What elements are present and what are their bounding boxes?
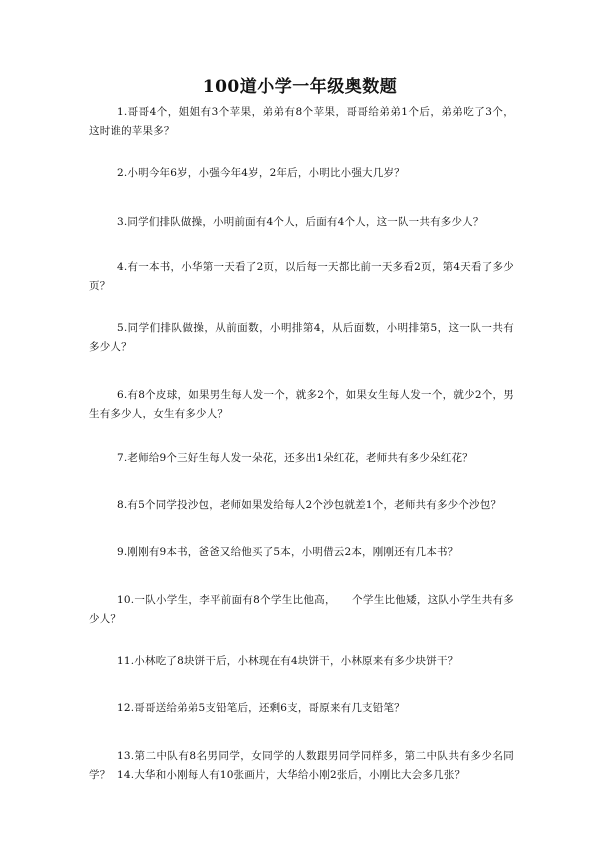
- question-6: 6.有8个皮球，如果男生每人发一个，就多2个，如果女生每人发一个，就少2个，男生有多少人，女生有多少人？: [89, 389, 514, 420]
- question-12: 12.哥哥送给弟弟5支铅笔后，还剩6支，哥原来有几支铅笔？: [117, 702, 405, 714]
- question-2: 2.小明今年6岁，小强今年4岁，2年后，小明比小强大几岁？: [117, 167, 405, 179]
- question-3: 3.同学们排队做操，小明前面有4个人，后面有4个人，这一队一共有多少人？: [117, 216, 484, 228]
- question-10: 10.一队小学生，李平前面有8个学生比他高， 个学生比他矮，这队小学生共有多少人？: [89, 594, 514, 625]
- question-4: 4.有一本书，小华第一天看了2页，以后每一天都比前一天多看2页，第4天看了多少页？: [89, 261, 514, 292]
- question-13: 13.第二中队有8名男同学，女同学的人数跟男同学同样多，第二中队共有多少名同学？: [89, 750, 514, 781]
- question-7: 7.老师给9个三好生每人发一朵花，还多出1朵红花，老师共有多少朵红花？: [117, 452, 473, 464]
- question-1: 1.哥哥4个，姐姐有3个苹果，弟弟有8个苹果，哥哥给弟弟1个后，弟弟吃了3个，这时谁的苹果多？: [89, 106, 514, 137]
- question-11: 11.小林吃了8块饼干后，小林现在有4块饼干，小林原来有多少块饼干？: [117, 655, 459, 667]
- page-title: 100道小学一年级奥数题: [202, 77, 398, 97]
- question-5: 5.同学们排队做操，从前面数，小明排第4，从后面数，小明排第5，这一队一共有多少人？: [89, 322, 514, 353]
- question-9: 9.刚刚有9本书，爸爸又给他买了5本，小明借云2本，刚刚还有几本书？: [117, 546, 459, 558]
- question-8: 8.有5个同学投沙包，老师如果发给每人2个沙包就差1个，老师共有多少个沙包？: [117, 499, 502, 511]
- question-14: 14.大华和小刚每人有10张画片，大华给小刚2张后，小刚比大会多几张？: [117, 769, 466, 781]
